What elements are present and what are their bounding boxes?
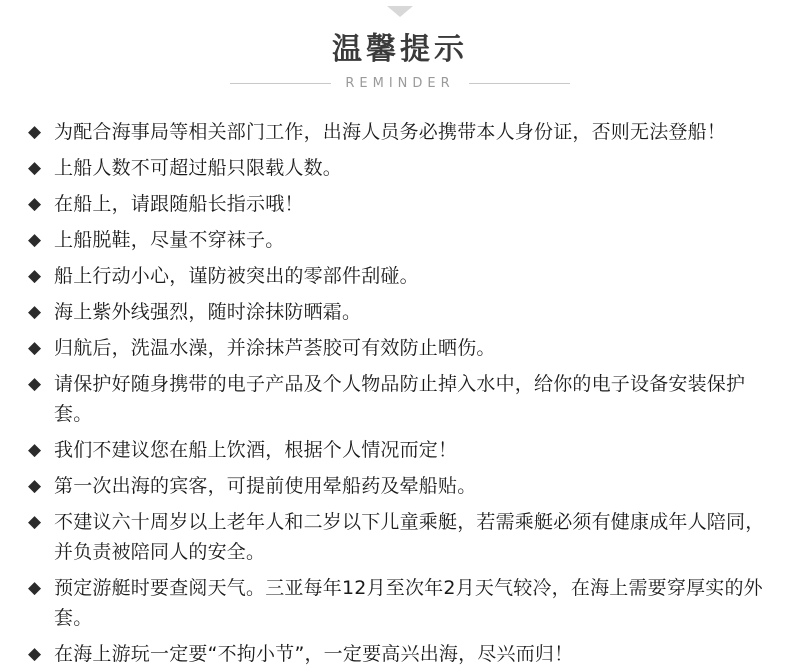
list-item — [28, 297, 776, 327]
list-item — [28, 435, 776, 465]
diamond-bullet-icon: ◆ — [28, 440, 42, 460]
list-item — [28, 225, 776, 255]
list-item-text: 上船人数不可超过船只限载人数。 — [54, 157, 343, 179]
page-subtitle: REMINDER — [345, 76, 455, 91]
list-item — [28, 261, 776, 291]
diamond-bullet-icon: ◆ — [28, 578, 42, 598]
list-item — [28, 507, 776, 567]
divider-right — [469, 83, 570, 84]
list-item — [28, 471, 776, 501]
list-item — [28, 153, 776, 183]
diamond-bullet-icon: ◆ — [28, 512, 42, 532]
list-item-text: 海上紫外线强烈，随时涂抹防晒霜。 — [54, 301, 362, 323]
list-item-text: 第一次出海的宾客，可提前使用晕船药及晕船贴。 — [54, 475, 477, 497]
diamond-bullet-icon: ◆ — [28, 230, 42, 250]
list-item-text: 归航后，洗温水澡，并涂抹芦荟胶可有效防止晒伤。 — [54, 337, 496, 359]
diamond-bullet-icon: ◆ — [28, 194, 42, 214]
list-item — [28, 189, 776, 219]
list-item-text: 在船上，请跟随船长指示哦！ — [54, 193, 304, 215]
diamond-bullet-icon: ◆ — [28, 374, 42, 394]
diamond-bullet-icon: ◆ — [28, 158, 42, 178]
diamond-bullet-icon: ◆ — [28, 122, 42, 142]
list-item — [28, 369, 776, 429]
list-item-text: 为配合海事局等相关部门工作，出海人员务必携带本人身份证，否则无法登船！ — [54, 121, 727, 143]
list-item — [28, 333, 776, 363]
diamond-bullet-icon: ◆ — [28, 644, 42, 664]
list-item-text: 上船脱鞋，尽量不穿袜子。 — [54, 229, 285, 251]
subtitle-row — [230, 76, 570, 91]
divider-left — [230, 83, 331, 84]
list-item-text: 在海上游玩一定要“不拘小节”，一定要高兴出海，尽兴而归！ — [54, 643, 574, 665]
diamond-bullet-icon: ◆ — [28, 338, 42, 358]
list-item-text: 我们不建议您在船上饮酒，根据个人情况而定！ — [54, 439, 458, 461]
page-title: 温馨提示 — [332, 32, 468, 67]
list-item-text: 不建议六十周岁以上老年人和二岁以下儿童乘艇，若需乘艇必须有健康成年人陪同，并负责被陪同人的安全。 — [54, 511, 765, 563]
diamond-bullet-icon: ◆ — [28, 302, 42, 322]
triangle-down-icon — [387, 6, 413, 17]
list-item-text: 预定游艇时要查阅天气。三亚每年12月至次年2月天气较冷，在海上需要穿厚实的外套。 — [54, 577, 763, 629]
reminder-list — [0, 117, 800, 669]
list-item — [28, 573, 776, 633]
list-item-text: 请保护好随身携带的电子产品及个人物品防止掉入水中，给你的电子设备安装保护套。 — [54, 373, 746, 425]
list-item — [28, 117, 776, 147]
diamond-bullet-icon: ◆ — [28, 476, 42, 496]
page-header — [0, 0, 800, 91]
list-item-text: 船上行动小心，谨防被突出的零部件刮碰。 — [54, 265, 419, 287]
diamond-bullet-icon: ◆ — [28, 266, 42, 286]
list-item — [28, 639, 776, 669]
